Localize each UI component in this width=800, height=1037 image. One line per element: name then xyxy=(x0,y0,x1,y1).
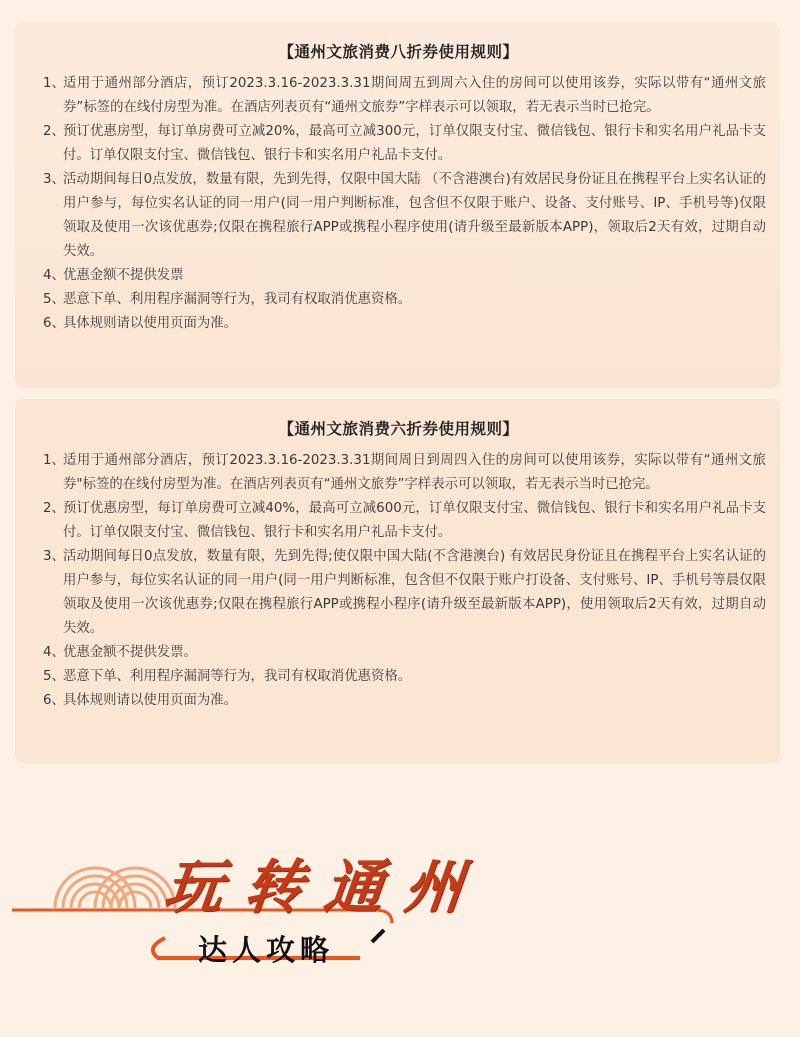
list-item: 2、 预订优惠房型，每订单房费可立减40%，最高可立减600元，订单仅限支付宝、微信钱包、银行卡和实名用户礼品卡支付。订单仅限支付宝、微信钱包、银行卡和实名用户礼品卡支付。 xyxy=(43,501,766,540)
list-item: 1、 适用于通州部分酒店，预订2023.3.16-2023.3.31期间周日到周四入住的房间可以使用该券，实际以带有“通州文旅券"标签的在线付房型为准。在酒店列表页有“通州文旅券”字样表示可以领取，若无表示当时已抢完。 xyxy=(43,453,766,492)
card-title: 【通州文旅消费六折券使用规则】 xyxy=(278,420,519,438)
rules-card-80-off xyxy=(15,22,780,388)
list-item: 6、 具体规则请以使用页面为准。 xyxy=(43,316,238,331)
list-item: 6、 具体规则请以使用页面为准。 xyxy=(43,693,238,708)
list-item: 5、 恶意下单、利用程序漏洞等行为，我司有权取消优惠资格。 xyxy=(43,669,412,684)
list-item: 5、 恶意下单、利用程序漏洞等行为，我司有权取消优惠资格。 xyxy=(43,292,412,307)
banner-subtitle: 达人攻略 xyxy=(198,933,335,967)
list-item: 4、 优惠金额不提供发票。 xyxy=(43,645,197,660)
banner-title: 玩转通州 xyxy=(160,853,489,921)
rules-list xyxy=(31,449,766,713)
list-item: 4、 优惠金额不提供发票 xyxy=(43,268,184,283)
list-item: 3、 活动期间每日0点发放，数量有限，先到先得;使仅限中国大陆(不含港澳台) 有效居民身份证且在携程平台上实名认证的用户参与，每位实名认证的同一用户(同一用户判断标准，包含但不仅限于账户打设备、支付账号、IP、手机号等晨仅限领取及使用一次该优惠券;仅限在携程旅行APP或携程小程序(请升级至最新版本APP)，使用领取后2天有效，过期自动失效。 xyxy=(43,549,766,636)
card-title: 【通州文旅消费八折券使用规则】 xyxy=(278,43,519,61)
list-item: 2、 预订优惠房型，每订单房费可立减20%，最高可立减300元，订单仅限支付宝、微信钱包、银行卡和实名用户礼品卡支付。订单仅限支付宝、微信钱包、银行卡和实名用户礼品卡支付。 xyxy=(43,124,766,163)
list-item: 3、 活动期间每日0点发放，数量有限，先到先得，仅限中国大陆 （不含港澳台)有效居民身份证且在携程平台上实名认证的用户参与，每位实名认证的同一用户(同一用户判断标准，包含但不仅限于账户、设备、支付账号、IP、手机号等)仅限领取及使用一次该优惠券;仅限在携程旅行APP或携程小程序使用(请升级至最新版本APP)，领取后2天有效，过期自动失效。 xyxy=(43,172,766,259)
promo-banner xyxy=(0,830,800,990)
rules-card-60-off xyxy=(15,399,780,763)
rules-list xyxy=(31,72,766,336)
list-item: 1、 适用于通州部分酒店，预订2023.3.16-2023.3.31期间周五到周六入住的房间可以使用该券，实际以带有“通州文旅券”标签的在线付房型为准。在酒店列表页有“通州文旅券”字样表示可以领取，若无表示当时已抢完。 xyxy=(43,76,766,115)
